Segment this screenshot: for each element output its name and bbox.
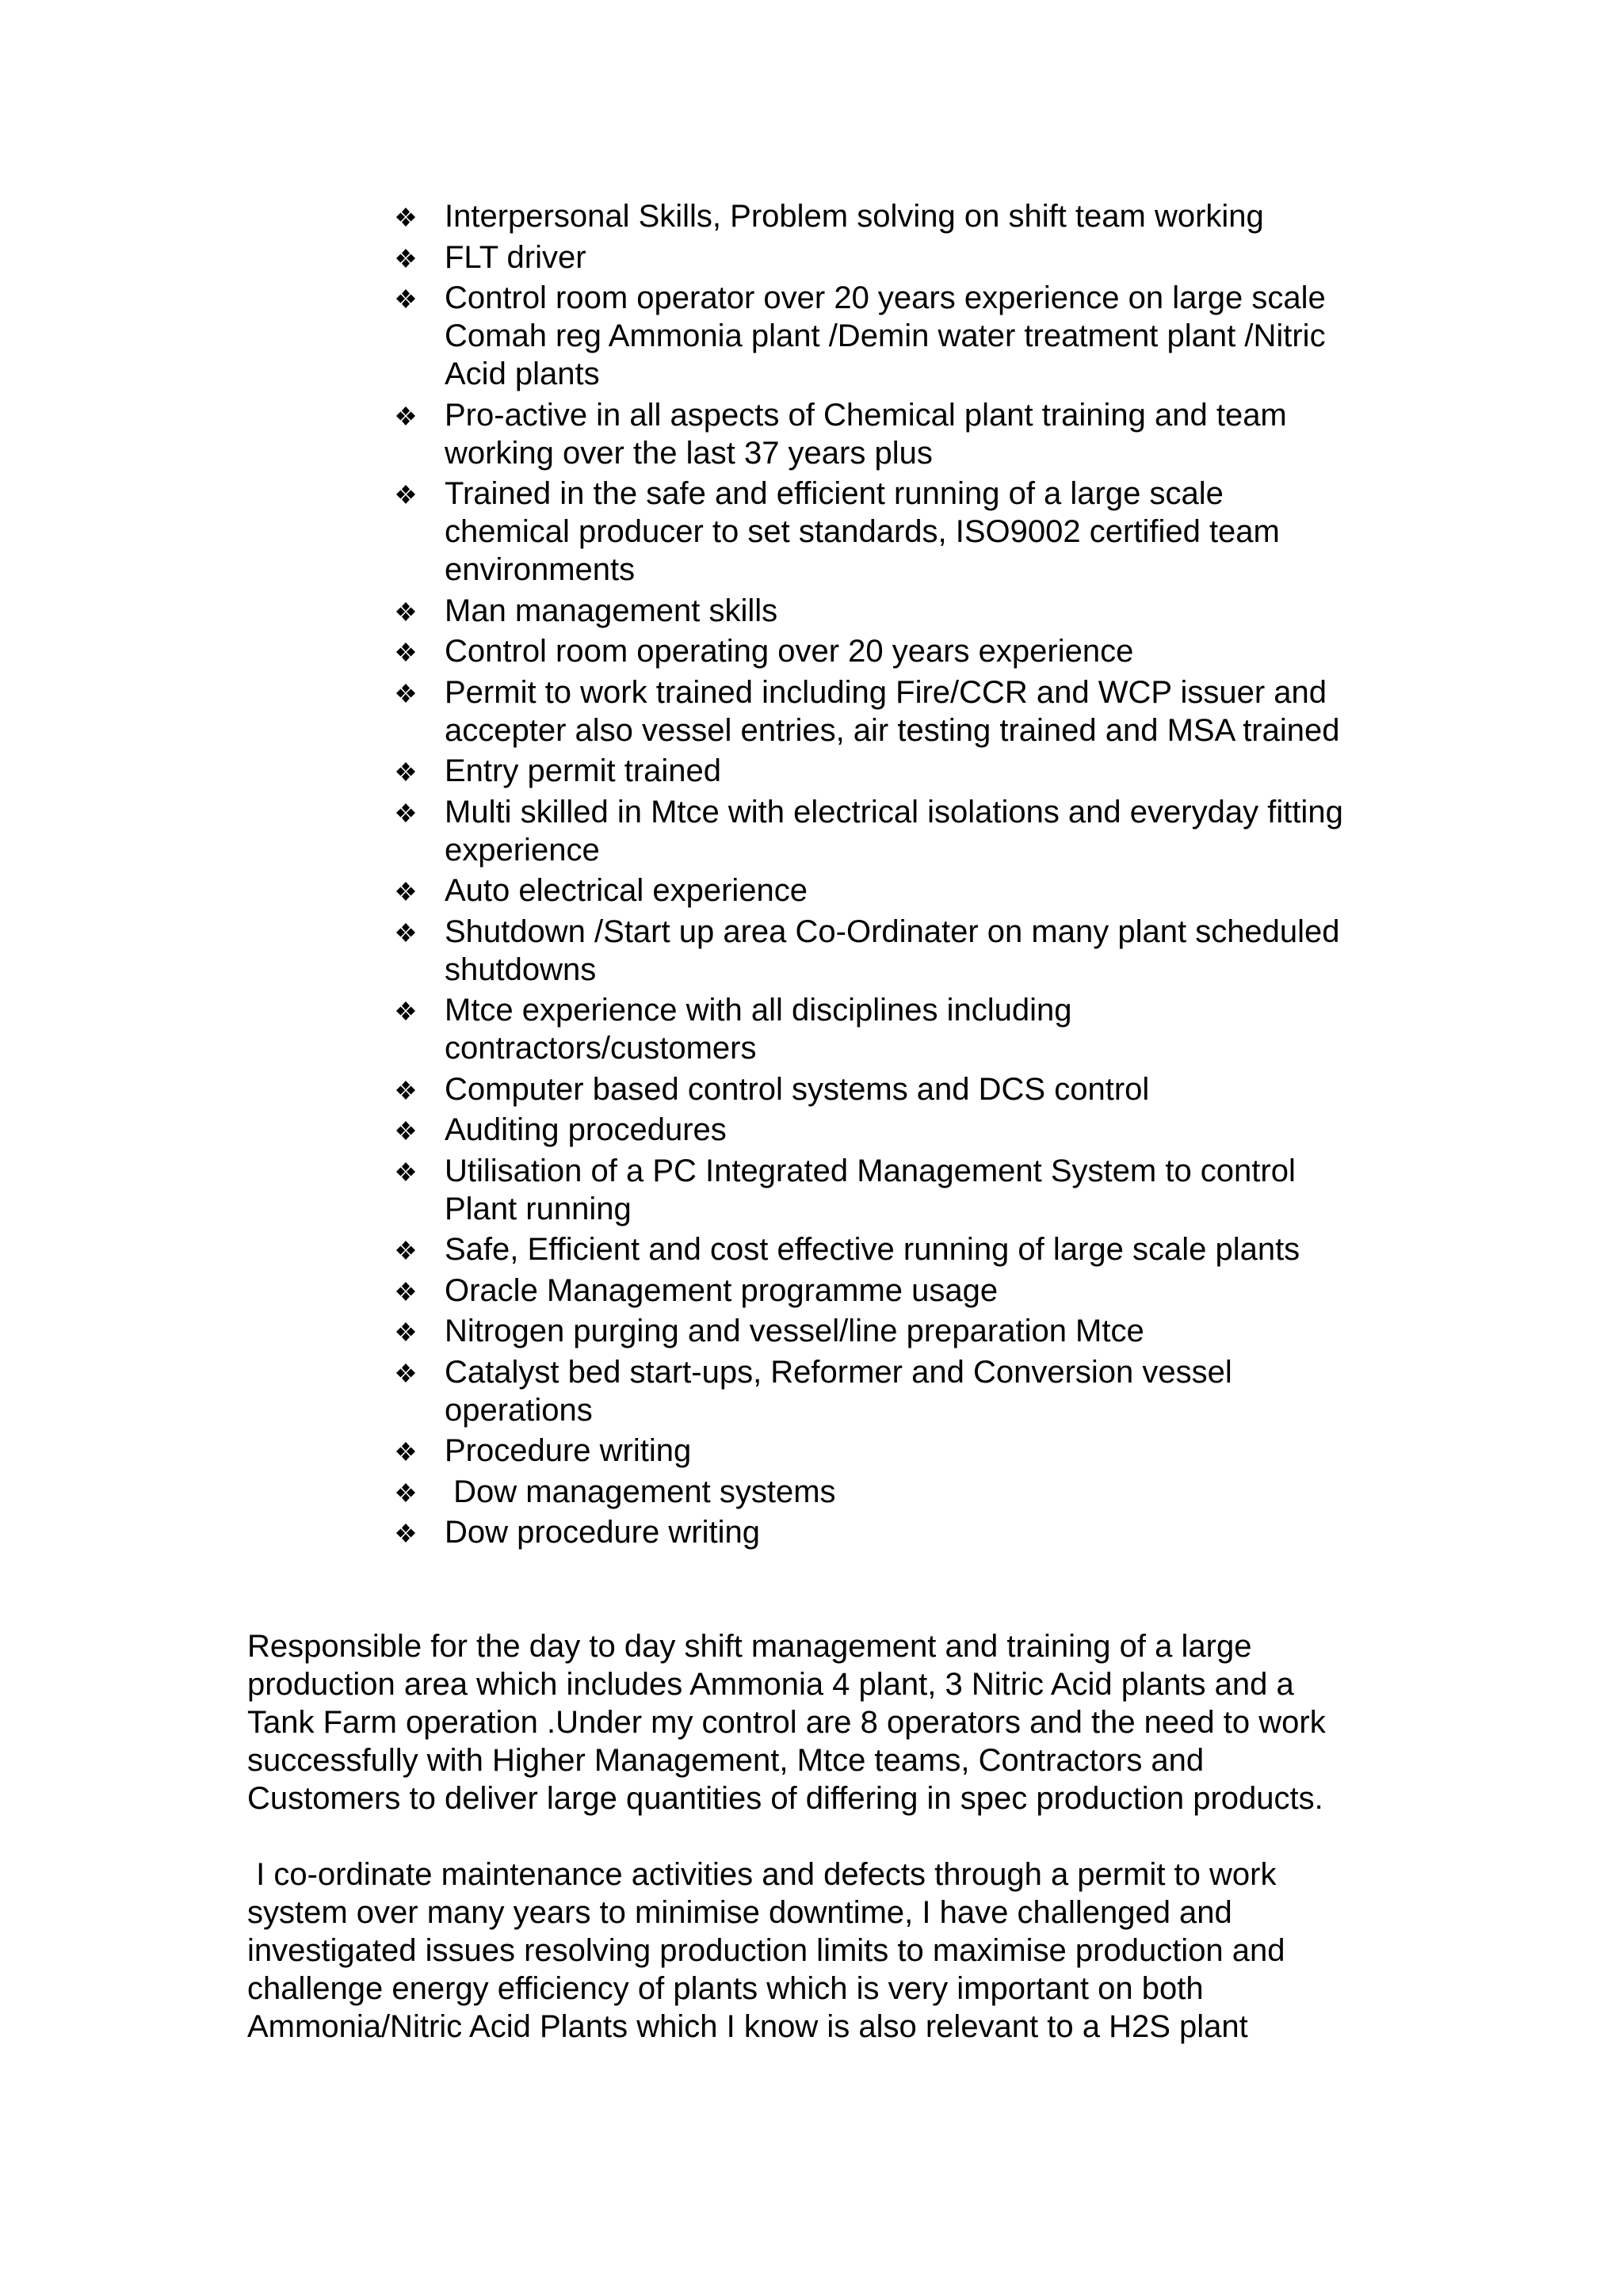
list-item [392, 197, 1423, 235]
skills-list [392, 197, 1423, 1554]
list-item-text: Shutdown /Start up area Co-Ordinater on many plant scheduled shutdowns [445, 913, 1340, 987]
list-item-text: Procedure writing [445, 1433, 692, 1468]
list-item [392, 1152, 1423, 1228]
list-item [392, 396, 1423, 472]
list-item-text: Dow procedure writing [445, 1515, 760, 1550]
four-diamond-bullet-icon [392, 803, 419, 823]
list-item [392, 913, 1423, 989]
list-item [392, 279, 1423, 393]
list-item-text: Auditing procedures [445, 1112, 727, 1147]
four-diamond-bullet-icon [392, 1240, 419, 1261]
four-diamond-bullet-icon [392, 1120, 419, 1141]
four-diamond-bullet-icon [392, 1363, 419, 1383]
four-diamond-bullet-icon [392, 683, 419, 704]
list-item-text: Safe, Efficient and cost effective running of large scale plants [445, 1232, 1300, 1267]
list-item [392, 793, 1423, 869]
list-item [392, 1432, 1423, 1470]
four-diamond-bullet-icon [392, 1161, 419, 1182]
four-diamond-bullet-icon [392, 207, 419, 227]
four-diamond-bullet-icon [392, 248, 419, 269]
list-item-text: Man management skills [445, 593, 778, 628]
list-item-text: Nitrogen purging and vessel/line preparation Mtce [445, 1314, 1144, 1348]
list-item-text: Trained in the safe and efficient running of a large scale chemical producer to set standards, ISO9002 certified team environments [445, 476, 1280, 587]
list-item-text: Utilisation of a PC Integrated Management System to control Plant running [445, 1153, 1296, 1226]
list-item-text: Control room operator over 20 years experience on large scale Comah reg Ammonia plant /Demin water treatment plant /Nitric Acid plants [445, 280, 1326, 391]
list-item-text: Entry permit trained [445, 753, 722, 788]
four-diamond-bullet-icon [392, 601, 419, 622]
list-item-text: Auto electrical experience [445, 873, 808, 908]
list-item [392, 871, 1423, 910]
four-diamond-bullet-icon [392, 406, 419, 426]
four-diamond-bullet-icon [392, 1482, 419, 1503]
four-diamond-bullet-icon [392, 1523, 419, 1543]
list-item-text: Control room operating over 20 years experience [445, 634, 1134, 669]
list-item [392, 592, 1423, 630]
four-diamond-bullet-icon [392, 484, 419, 505]
list-item-text: Permit to work trained including Fire/CCR and WCP issuer and accepter also vessel entries, air testing trained and MSA trained [445, 674, 1340, 748]
four-diamond-bullet-icon [392, 288, 419, 309]
list-item [392, 673, 1423, 749]
four-diamond-bullet-icon [392, 1281, 419, 1302]
four-diamond-bullet-icon [392, 1001, 419, 1021]
list-item-text: FLT driver [445, 239, 586, 275]
list-item-text: Multi skilled in Mtce with electrical isolations and everyday fitting experience [445, 794, 1343, 868]
four-diamond-bullet-icon [392, 1441, 419, 1462]
list-item [392, 752, 1423, 790]
list-item-text: Pro-active in all aspects of Chemical plant training and team working over the last 37 years plus [445, 397, 1287, 471]
list-item [392, 1272, 1423, 1310]
list-item [392, 1312, 1423, 1350]
list-item-text: Dow management systems [445, 1474, 836, 1509]
list-item [392, 238, 1423, 277]
four-diamond-bullet-icon [392, 1080, 419, 1100]
list-item [392, 1353, 1423, 1429]
four-diamond-bullet-icon [392, 922, 419, 943]
responsibility-paragraph: Responsible for the day to day shift management and training of a large production area which includes Ammonia 4 plant, 3 Nitric Acid plants and a Tank Farm operation .Under my control are 8 operators and the need to work successfully with Higher Management, Mtce teams, Contractors and Customers to deliver large quantities of differing in spec production products. [247, 1629, 1326, 1816]
body-text [247, 1627, 1484, 2046]
list-item [392, 991, 1423, 1067]
list-item [392, 1473, 1423, 1511]
list-item [392, 632, 1423, 670]
maintenance-paragraph: I co-ordinate maintenance activities and defects through a permit to work system over many years to minimise downtime, I have challenged and investigated issues resolving production limits to maximise production and challenge energy efficiency of plants which is very important on both Ammonia/Nitric Acid Plants which I know is also relevant to a H2S plant [247, 1857, 1285, 2044]
list-item [392, 1070, 1423, 1108]
list-item [392, 1513, 1423, 1551]
four-diamond-bullet-icon [392, 1322, 419, 1342]
list-item [392, 1230, 1423, 1268]
four-diamond-bullet-icon [392, 881, 419, 902]
four-diamond-bullet-icon [392, 642, 419, 662]
list-item-text: Oracle Management programme usage [445, 1272, 999, 1308]
list-item-text: Mtce experience with all disciplines including contractors/customers [445, 993, 1072, 1066]
list-item-text: Computer based control systems and DCS control [445, 1071, 1150, 1107]
list-item-text: Catalyst bed start-ups, Reformer and Conversion vessel operations [445, 1354, 1232, 1428]
list-item [392, 475, 1423, 589]
four-diamond-bullet-icon [392, 761, 419, 782]
list-item [392, 1111, 1423, 1149]
list-item-text: Interpersonal Skills, Problem solving on shift team working [445, 199, 1264, 234]
